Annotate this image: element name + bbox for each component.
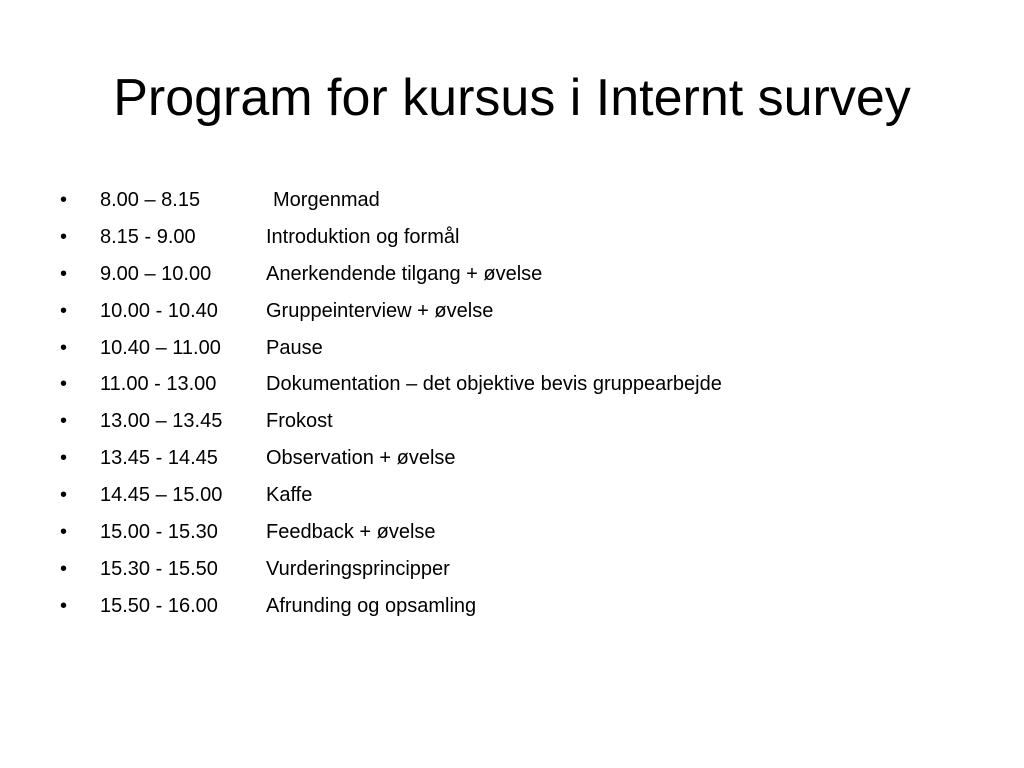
bullet-icon: • xyxy=(60,336,68,359)
bullet-icon: • xyxy=(60,262,68,285)
agenda-time: 13.45 - 14.45 xyxy=(100,447,218,470)
agenda-time: 8.00 – 8.15 xyxy=(100,189,201,211)
agenda-time: 14.45 – 15.00 xyxy=(100,484,223,507)
bullet-icon: • xyxy=(60,225,68,248)
bullet-icon: • xyxy=(60,189,68,211)
bullet-icon: • xyxy=(60,299,68,322)
agenda-activity: Morgenmad xyxy=(273,189,380,211)
agenda-time: 15.00 - 15.30 xyxy=(100,521,218,544)
agenda-activity: Dokumentation – det objektive bevis gruppearbejde xyxy=(266,373,722,396)
agenda-time: 13.00 – 13.45 xyxy=(100,410,223,433)
bullet-icon: • xyxy=(60,594,68,617)
agenda-activity: Gruppeinterview + øvelse xyxy=(266,299,494,322)
agenda-activity: Pause xyxy=(266,336,323,359)
agenda-activity: Frokost xyxy=(266,410,333,433)
agenda-time: 9.00 – 10.00 xyxy=(100,262,212,285)
agenda-activity: Introduktion og formål xyxy=(266,225,460,248)
bullet-icon: • xyxy=(60,373,68,396)
bullet-icon: • xyxy=(60,521,68,544)
bullet-icon: • xyxy=(60,447,68,470)
slide-title: Program for kursus i Internt survey xyxy=(113,69,911,127)
bullet-icon: • xyxy=(60,484,68,507)
bullet-icon: • xyxy=(60,557,68,580)
agenda-activity: Anerkendende tilgang + øvelse xyxy=(266,262,543,285)
agenda-activity: Kaffe xyxy=(266,484,313,507)
agenda-activity: Observation + øvelse xyxy=(266,447,456,470)
agenda-activity: Feedback + øvelse xyxy=(266,521,436,544)
agenda-activity: Vurderingsprincipper xyxy=(266,557,450,580)
agenda-time: 10.00 - 10.40 xyxy=(100,299,218,322)
agenda-time: 11.00 - 13.00 xyxy=(100,373,217,396)
agenda-activity: Afrunding og opsamling xyxy=(266,594,477,617)
agenda-time: 15.30 - 15.50 xyxy=(100,557,218,580)
agenda-time: 15.50 - 16.00 xyxy=(100,594,218,617)
bullet-icon: • xyxy=(60,410,68,433)
agenda-time: 10.40 – 11.00 xyxy=(100,336,221,359)
agenda-time: 8.15 - 9.00 xyxy=(100,225,196,248)
